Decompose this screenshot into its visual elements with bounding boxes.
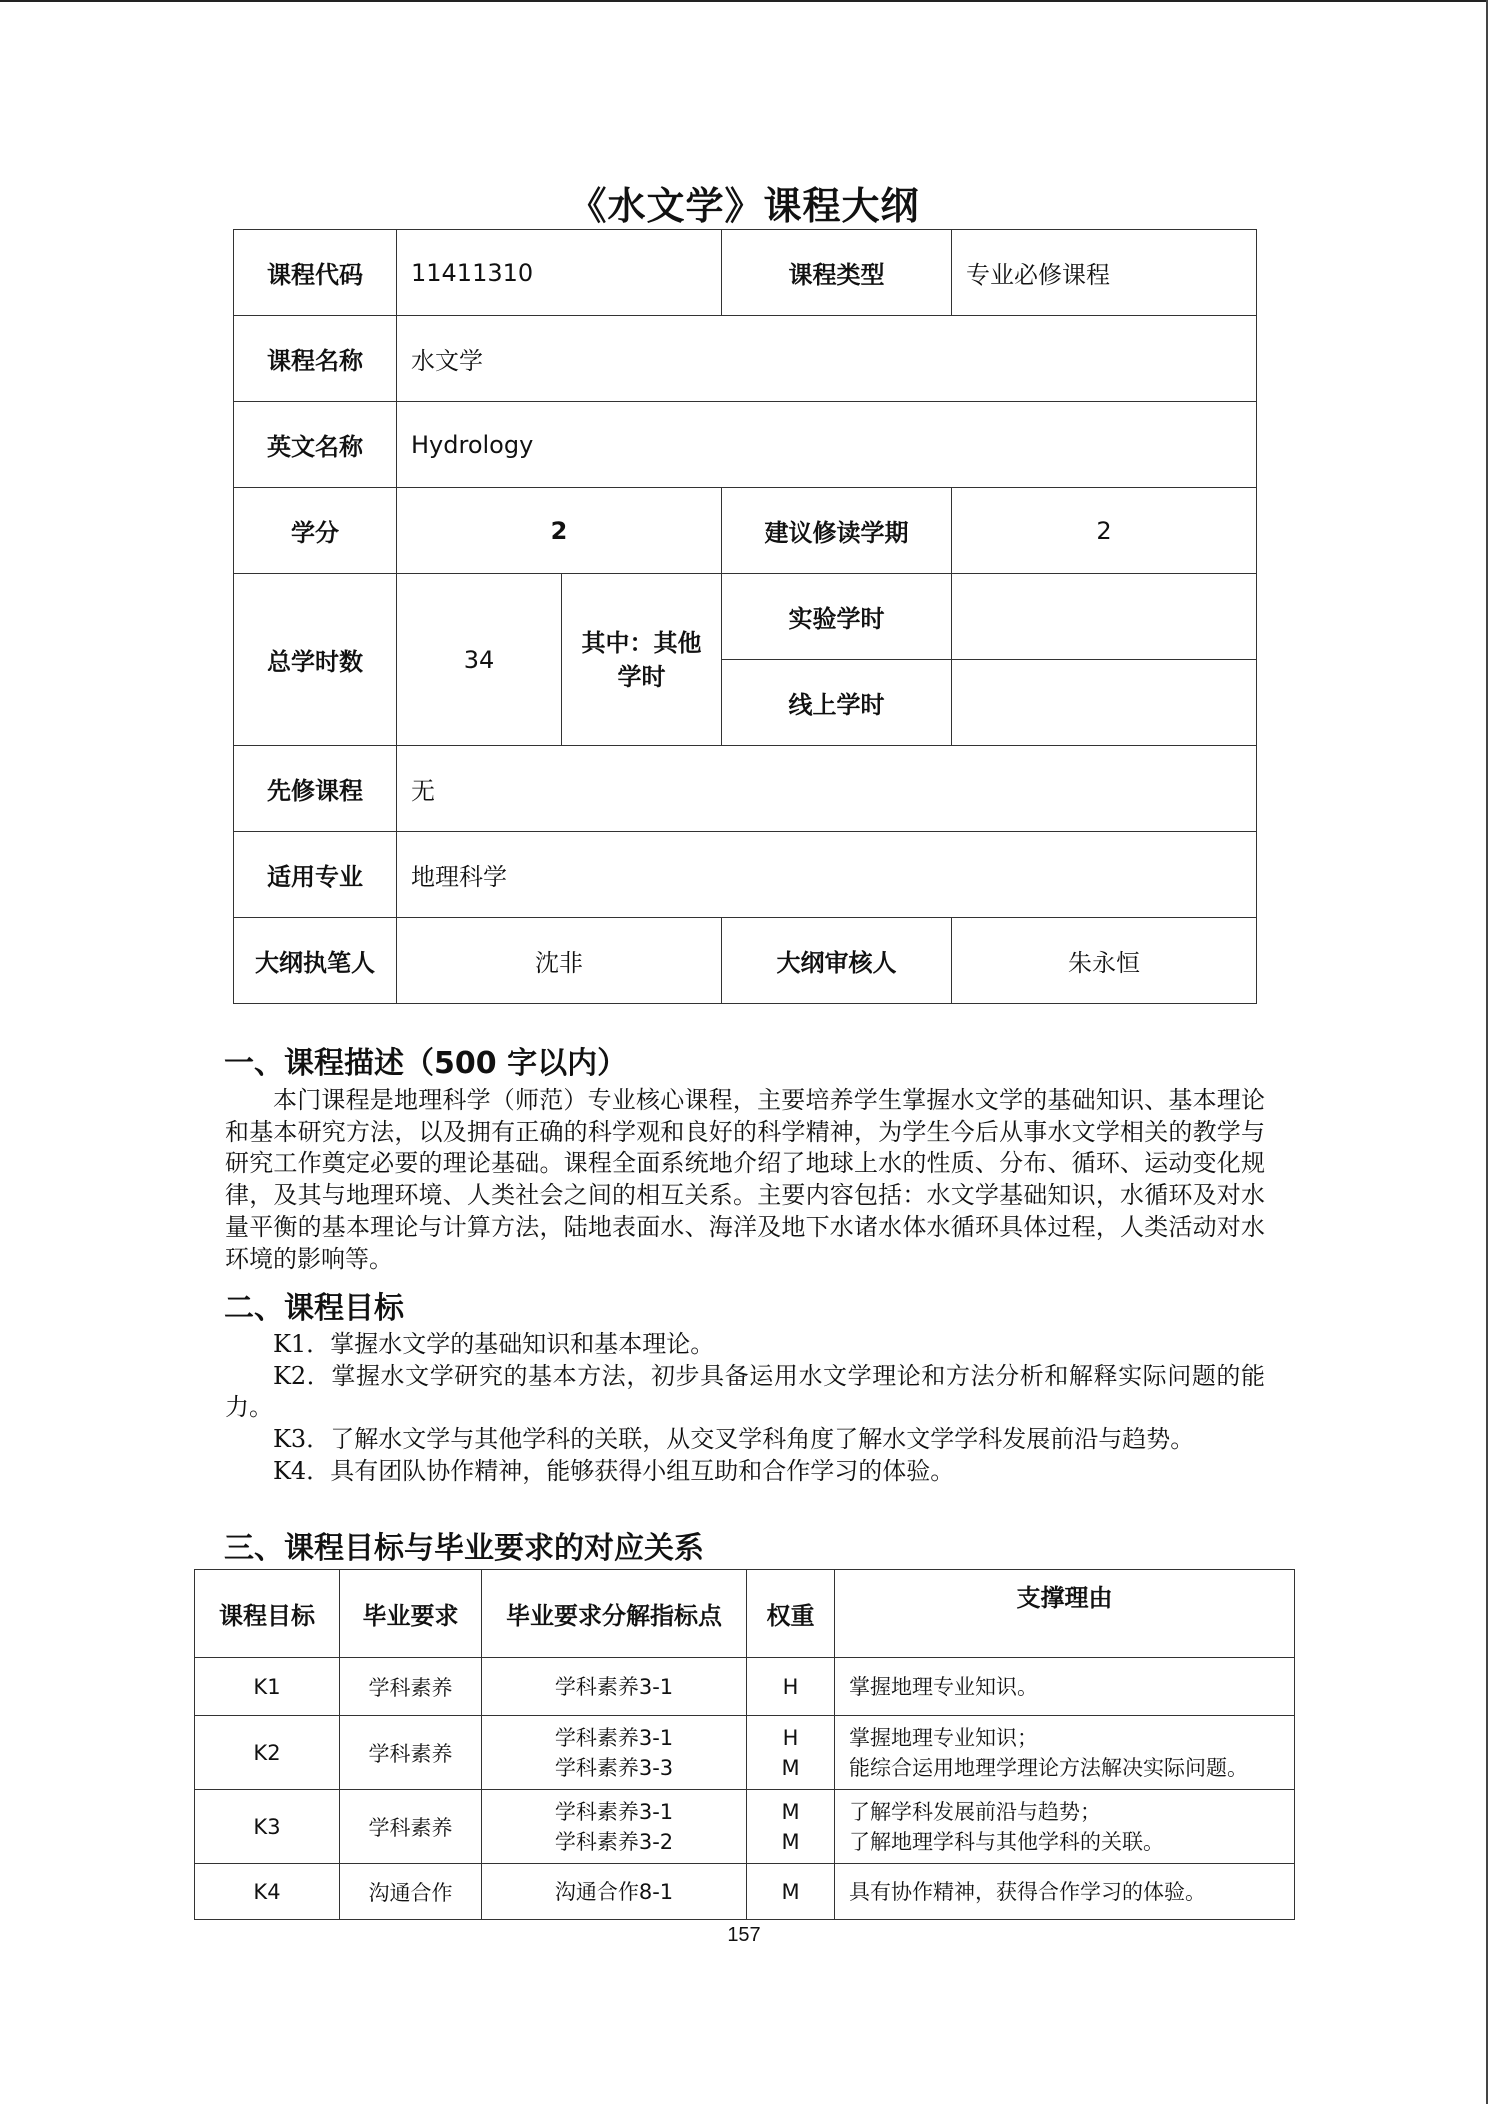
weight: H	[782, 1725, 799, 1750]
row-reasons	[835, 1864, 1295, 1920]
course-description	[225, 1085, 1265, 1275]
row-requirement: 学科素养	[340, 1716, 482, 1790]
reason: 具有协作精神，获得合作学习的体验。	[849, 1879, 1206, 1904]
weight: M	[781, 1755, 800, 1780]
reason: 掌握地理专业知识。	[849, 1674, 1038, 1699]
reason: 能综合运用地理学理论方法解决实际问题。	[849, 1755, 1248, 1780]
row-weights	[747, 1790, 835, 1864]
indicator: 学科素养3-1	[554, 1799, 674, 1824]
total-hours-label: 总学时数	[234, 574, 397, 746]
header-weight: 权重	[747, 1570, 835, 1658]
mapping-header-row	[195, 1570, 1295, 1658]
info-row-hours	[234, 574, 1257, 660]
course-code-value: 11411310	[397, 230, 722, 316]
course-code-label: 课程代码	[234, 230, 397, 316]
row-requirement: 学科素养	[340, 1790, 482, 1864]
goal-k2: K2．掌握水文学研究的基本方法，初步具备运用水文学理论和方法分析和解释实际问题的能力。	[225, 1361, 1265, 1422]
weight: M	[781, 1829, 800, 1854]
english-name-value: Hydrology	[397, 402, 1257, 488]
indicator: 学科素养3-2	[554, 1829, 674, 1854]
major-label: 适用专业	[234, 832, 397, 918]
course-info-table	[233, 229, 1257, 1004]
other-hours-label: 其中：其他学时	[562, 574, 722, 746]
mapping-row-k3	[195, 1790, 1295, 1864]
weight: M	[781, 1879, 800, 1904]
info-row-name	[234, 316, 1257, 402]
header-indicator: 毕业要求分解指标点	[482, 1570, 747, 1658]
row-reasons	[835, 1790, 1295, 1864]
header-goal: 课程目标	[195, 1570, 340, 1658]
course-name-label: 课程名称	[234, 316, 397, 402]
total-hours-value: 34	[397, 574, 562, 746]
credit-label: 学分	[234, 488, 397, 574]
english-name-label: 英文名称	[234, 402, 397, 488]
document-title: 《水文学》课程大纲	[568, 184, 920, 228]
section-3-heading: 三、课程目标与毕业要求的对应关系	[224, 1531, 704, 1566]
indicator: 学科素养3-1	[554, 1725, 674, 1750]
row-goal: K4	[195, 1864, 340, 1920]
reason: 掌握地理专业知识；	[849, 1725, 1038, 1750]
row-goal: K2	[195, 1716, 340, 1790]
course-goals	[225, 1329, 1265, 1488]
course-type-label: 课程类型	[722, 230, 952, 316]
reviewer-value: 朱永恒	[952, 918, 1257, 1004]
lab-hours-value	[952, 574, 1257, 660]
weight: H	[782, 1674, 799, 1699]
semester-label: 建议修读学期	[722, 488, 952, 574]
row-weights	[747, 1864, 835, 1920]
info-row-author	[234, 918, 1257, 1004]
indicator: 沟通合作8-1	[554, 1879, 674, 1904]
reviewer-label: 大纲审核人	[722, 918, 952, 1004]
row-reasons	[835, 1716, 1295, 1790]
section-1-heading: 一、课程描述（500 字以内）	[224, 1046, 628, 1081]
info-row-prereq	[234, 746, 1257, 832]
indicator: 学科素养3-1	[554, 1674, 674, 1699]
row-weights	[747, 1716, 835, 1790]
reason: 了解地理学科与其他学科的关联。	[849, 1829, 1164, 1854]
row-requirement: 沟通合作	[340, 1864, 482, 1920]
online-hours-label: 线上学时	[722, 660, 952, 746]
credit-value: 2	[397, 488, 722, 574]
mapping-row-k1	[195, 1658, 1295, 1716]
author-value: 沈非	[397, 918, 722, 1004]
row-weights	[747, 1658, 835, 1716]
page-top-border	[0, 0, 1488, 2]
goal-k4: K4．具有团队协作精神，能够获得小组互助和合作学习的体验。	[273, 1456, 955, 1485]
row-indicators	[482, 1790, 747, 1864]
row-goal: K3	[195, 1790, 340, 1864]
row-indicators	[482, 1658, 747, 1716]
mapping-row-k2	[195, 1716, 1295, 1790]
goal-k1: K1．掌握水文学的基础知识和基本理论。	[273, 1330, 715, 1358]
course-type-value: 专业必修课程	[952, 230, 1257, 316]
course-name-value: 水文学	[397, 316, 1257, 402]
row-indicators	[482, 1716, 747, 1790]
row-requirement: 学科素养	[340, 1658, 482, 1716]
online-hours-value	[952, 660, 1257, 746]
row-indicators	[482, 1864, 747, 1920]
section-2-heading: 二、课程目标	[224, 1291, 404, 1326]
row-goal: K1	[195, 1658, 340, 1716]
info-row-credit	[234, 488, 1257, 574]
header-requirement: 毕业要求	[340, 1570, 482, 1658]
semester-value: 2	[952, 488, 1257, 574]
author-label: 大纲执笔人	[234, 918, 397, 1004]
indicator: 学科素养3-3	[554, 1755, 674, 1780]
weight: M	[781, 1799, 800, 1824]
info-row-major	[234, 832, 1257, 918]
description-text: 本门课程是地理科学（师范）专业核心课程，主要培养学生掌握水文学的基础知识、基本理论和基本研究方法，以及拥有正确的科学观和良好的科学精神，为学生今后从事水文学相关的教学与研究工作奠定必要的理论基础。课程全面系统地介绍了地球上水的性质、分布、循环、运动变化规律，及其与地理环境、人类社会之间的相互关系。主要内容包括：水文学基础知识，水循环及对水量平衡的基本理论与计算方法，陆地表面水、海洋及地下水诸水体水循环具体过程，人类活动对水环境的影响等。	[225, 1086, 1265, 1273]
prereq-value: 无	[397, 746, 1257, 832]
goal-requirement-table	[194, 1569, 1295, 1920]
reason: 了解学科发展前沿与趋势；	[849, 1799, 1101, 1824]
info-row-english	[234, 402, 1257, 488]
goal-k3: K3．了解水文学与其他学科的关联，从交叉学科角度了解水文学学科发展前沿与趋势。	[273, 1425, 1195, 1454]
mapping-row-k4	[195, 1864, 1295, 1920]
major-value: 地理科学	[397, 832, 1257, 918]
header-reason: 支撑理由	[835, 1570, 1295, 1658]
info-row-code	[234, 230, 1257, 316]
lab-hours-label: 实验学时	[722, 574, 952, 660]
prereq-label: 先修课程	[234, 746, 397, 832]
page-number: 157	[727, 1924, 761, 1946]
row-reasons	[835, 1658, 1295, 1716]
